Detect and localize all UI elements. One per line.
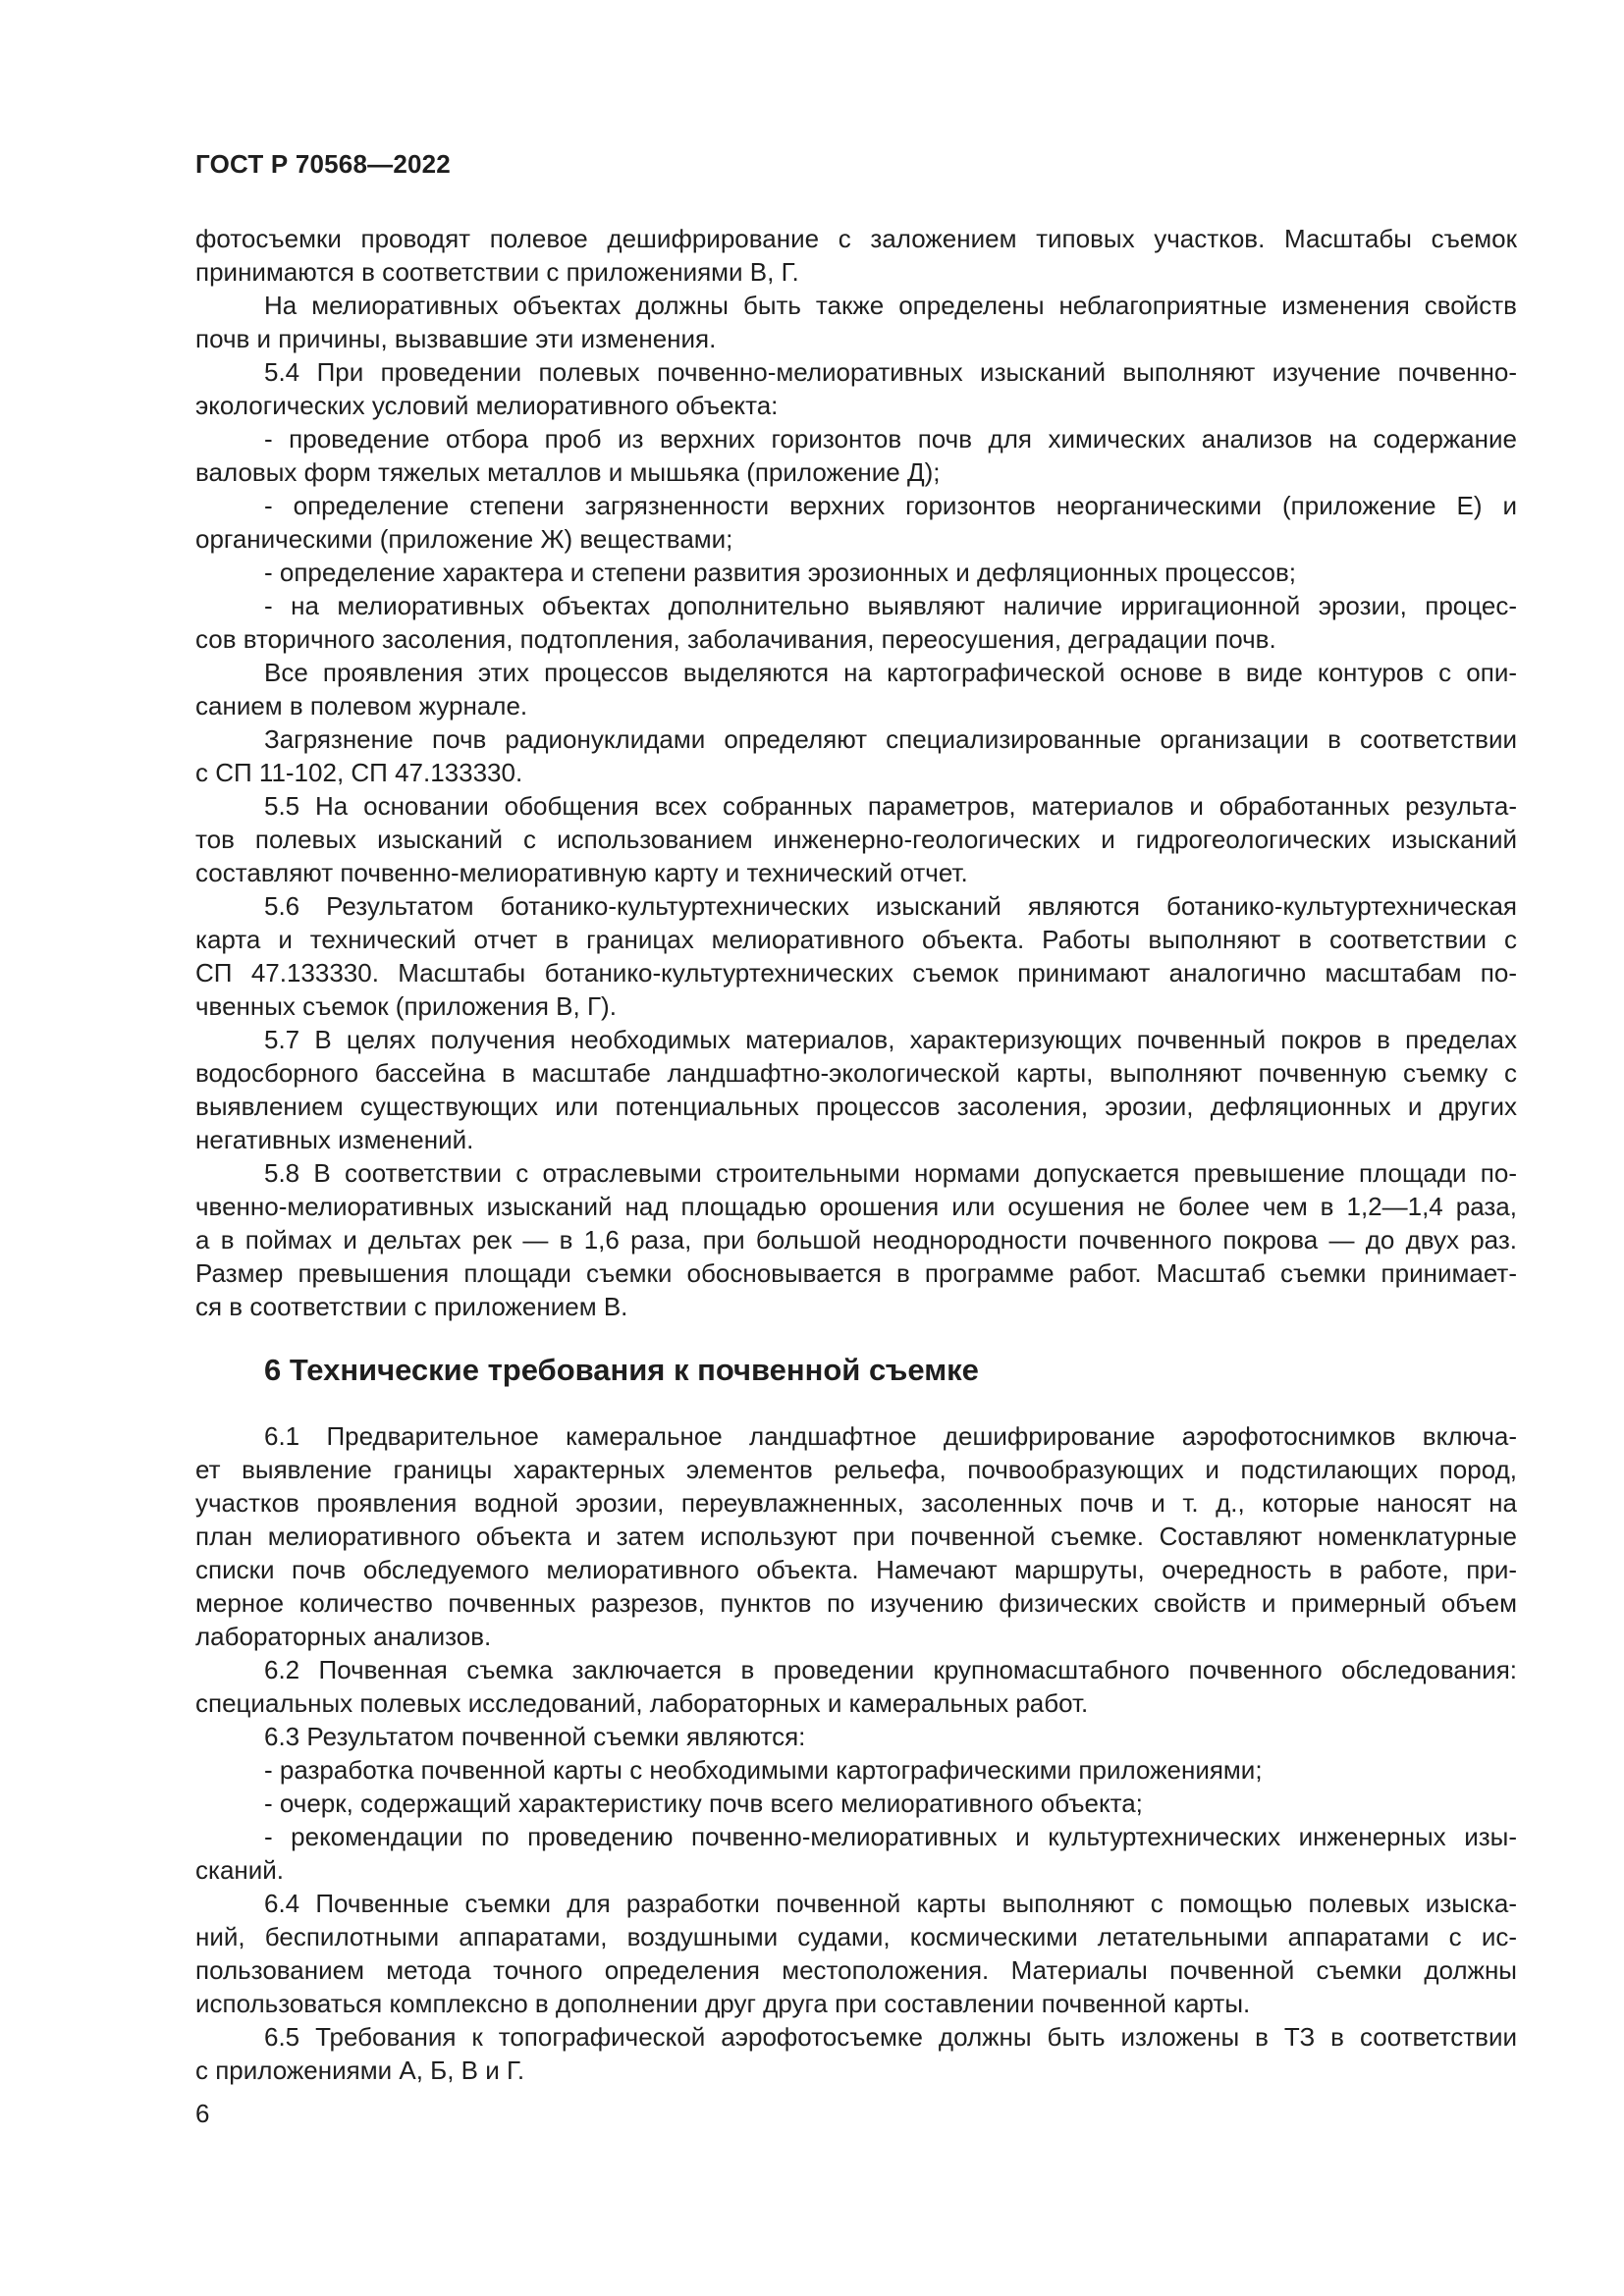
text-line: сов вторичного засоления, подтопления, заболачивания, переосушения, деградации почв. [195, 624, 1276, 654]
page-body [195, 222, 1517, 2087]
text-line: водосборного бассейна в масштабе ландшафтно-экологической карты, выполняют почвенную съемку с [195, 1058, 1517, 1088]
text-line: - рекомендации по проведению почвенно-мелиоративных и культуртехнических инженерных изы- [264, 1822, 1517, 1851]
page-number: 6 [195, 2099, 210, 2128]
text-line: использоваться комплексно в дополнении друг друга при составлении почвенной карты. [195, 1989, 1251, 2018]
text-line: пользованием метода точного определения местоположения. Материалы почвенной съемки должны [195, 1955, 1517, 1985]
text-line: Загрязнение почв радионуклидами определяют специализированные организации в соответствии [264, 724, 1517, 754]
text-line: органическими (приложение Ж) веществами; [195, 524, 733, 554]
text-line: 5.5 На основании обобщения всех собранных параметров, материалов и обработанных результа- [264, 791, 1517, 821]
text-line: принимаются в соответствии с приложениями В, Г. [195, 257, 799, 287]
text-line: - разработка почвенной карты с необходимыми картографическими приложениями; [264, 1755, 1263, 1785]
text-line: чвенно-мелиоративных изысканий над площадью орошения или осушения не более чем в 1,2—1,4 раза, [195, 1192, 1517, 1221]
text-line: - определение характера и степени развития эрозионных и дефляционных процессов; [264, 558, 1297, 587]
text-block-section-6 [195, 1419, 1517, 2087]
text-line: участков проявления водной эрозии, переувлажненных, засоленных почв и т. д., которые наносят на [195, 1488, 1517, 1518]
text-line: - проведение отбора проб из верхних горизонтов почв для химических анализов на содержание [264, 424, 1517, 454]
text-block-section-5 [195, 222, 1517, 1323]
text-line: - очерк, содержащий характеристику почв всего мелиоративного объекта; [264, 1789, 1143, 1818]
text-line: тов полевых изысканий с использованием инженерно-геологических и гидрогеологических изысканий [195, 825, 1517, 854]
text-line: 5.8 В соответствии с отраслевыми строительными нормами допускается превышение площади по- [264, 1158, 1517, 1188]
text-line: экологических условий мелиоративного объекта: [195, 391, 779, 420]
document-code: ГОСТ Р 70568—2022 [195, 149, 451, 179]
text-line: с СП 11-102, СП 47.133330. [195, 758, 523, 787]
text-line: валовых форм тяжелых металлов и мышьяка (приложение Д); [195, 457, 941, 487]
text-line: 6.4 Почвенные съемки для разработки почвенной карты выполняют с помощью полевых изыска- [264, 1889, 1517, 1918]
text-line: 5.7 В целях получения необходимых материалов, характеризующих почвенный покров в пределах [264, 1025, 1517, 1054]
text-line: 6.2 Почвенная съемка заключается в проведении крупномасштабного почвенного обследования: [264, 1655, 1517, 1684]
text-line: специальных полевых исследований, лабораторных и камеральных работ. [195, 1688, 1089, 1718]
text-line: санием в полевом журнале. [195, 691, 528, 721]
text-line: - на мелиоративных объектах дополнительно выявляют наличие ирригационной эрозии, процес- [264, 591, 1517, 620]
text-line: мерное количество почвенных разрезов, пунктов по изучению физических свойств и примерный объем [195, 1588, 1517, 1618]
text-line: ет выявление границы характерных элементов рельефа, почвообразующих и подстилающих пород, [195, 1455, 1517, 1484]
text-line: Все проявления этих процессов выделяются на картографической основе в виде контуров с опи- [264, 658, 1517, 687]
text-line: ся в соответствии с приложением В. [195, 1292, 628, 1321]
text-line: карта и технический отчет в границах мелиоративного объекта. Работы выполняют в соответствии с [195, 925, 1517, 954]
text-line: составляют почвенно-мелиоративную карту и технический отчет. [195, 858, 968, 887]
text-line: - определение степени загрязненности верхних горизонтов неорганическими (приложение Е) и [264, 491, 1517, 520]
text-line: списки почв обследуемого мелиоративного объекта. Намечают маршруты, очередность в работе, при- [195, 1555, 1517, 1584]
text-line: план мелиоративного объекта и затем используют при почвенной съемке. Составляют номенклатурные [195, 1522, 1517, 1551]
text-line: СП 47.133330. Масштабы ботанико-культуртехнических съемок принимают аналогично масштабам по- [195, 958, 1517, 988]
text-line: негативных изменений. [195, 1125, 474, 1154]
text-line: чвенных съемок (приложения В, Г). [195, 991, 617, 1021]
text-line: 6.1 Предварительное камеральное ландшафтное дешифрирование аэрофотоснимков включа- [264, 1421, 1517, 1451]
text-line: сканий. [195, 1855, 285, 1885]
text-line: лабораторных анализов. [195, 1622, 492, 1651]
text-line: 6.5 Требования к топографической аэрофотосъемке должны быть изложены в ТЗ в соответствии [264, 2022, 1517, 2052]
text-line: почв и причины, вызвавшие эти изменения. [195, 324, 717, 353]
text-line: а в поймах и дельтах рек — в 1,6 раза, при большой неоднородности почвенного покрова — до двух раз. [195, 1225, 1517, 1255]
section-heading-6: 6 Технические требования к почвенной съемке [264, 1353, 979, 1387]
text-line: 6.3 Результатом почвенной съемки являются: [264, 1722, 806, 1751]
text-line: 5.6 Результатом ботанико-культуртехнических изысканий являются ботанико-культуртехническая [264, 891, 1517, 921]
text-line: выявлением существующих или потенциальных процессов засоления, эрозии, дефляционных и других [195, 1092, 1517, 1121]
text-line: 5.4 При проведении полевых почвенно-мелиоративных изысканий выполняют изучение почвенно- [264, 357, 1517, 387]
text-line: с приложениями А, Б, В и Г. [195, 2056, 525, 2085]
text-line: Размер превышения площади съемки обосновывается в программе работ. Масштаб съемки принимает- [195, 1258, 1517, 1288]
text-line: На мелиоративных объектах должны быть также определены неблагоприятные изменения свойств [264, 291, 1517, 320]
text-line: ний, беспилотными аппаратами, воздушными судами, космическими летательными аппаратами с ис- [195, 1922, 1517, 1951]
text-line: фотосъемки проводят полевое дешифрирование с заложением типовых участков. Масштабы съемок [195, 224, 1517, 253]
